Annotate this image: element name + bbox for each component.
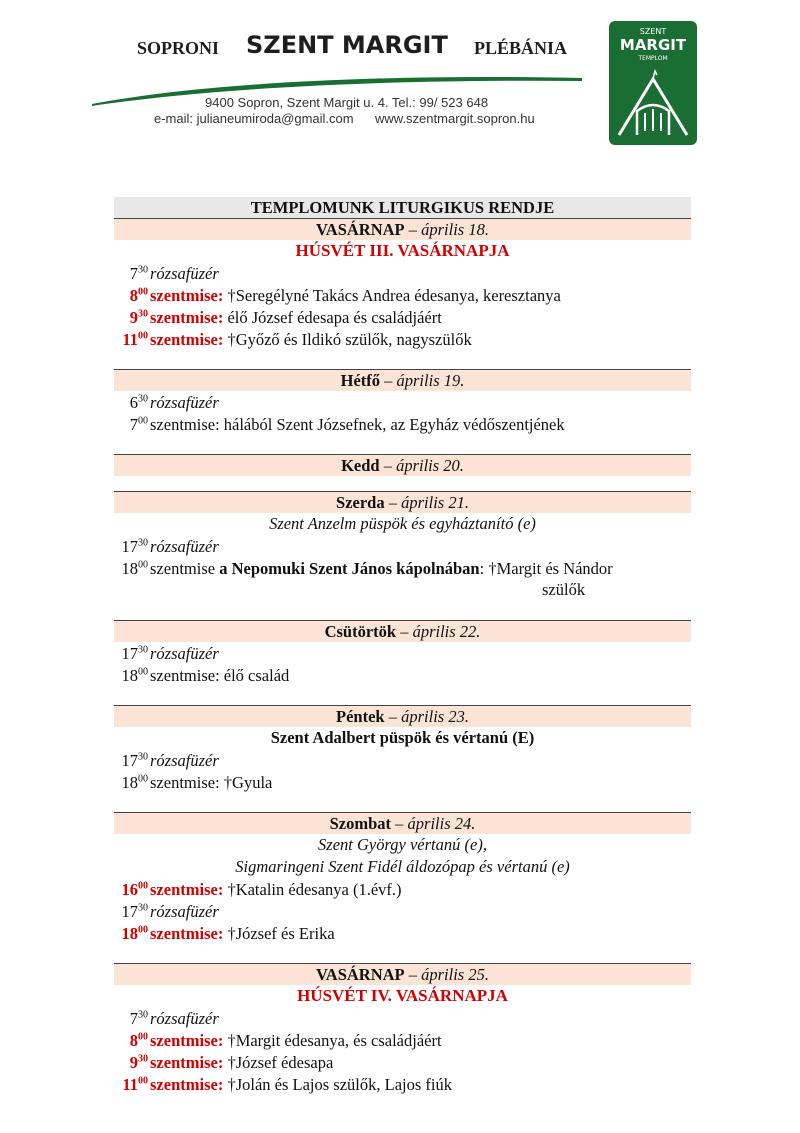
schedule-entry (114, 749, 691, 771)
section-gap (114, 944, 691, 963)
time-minute: 30 (138, 751, 148, 763)
entry-description (148, 642, 219, 664)
time-hour: 9 (129, 1053, 138, 1072)
entry-text: †Jolán és Lajos szülők, Lajos fiúk (227, 1075, 452, 1094)
entry-time (114, 535, 148, 557)
entry-time (114, 284, 148, 306)
entry-description (148, 557, 613, 579)
schedule-entry (114, 262, 691, 284)
entry-description (148, 262, 219, 284)
day-name: Kedd (341, 456, 380, 475)
entry-description (148, 922, 335, 944)
entry-text: szentmise: hálából Szent Józsefnek, az Egyház védőszentjének (150, 415, 565, 434)
entry-label: szentmise: (150, 1075, 224, 1094)
schedule-entry (114, 328, 691, 350)
entry-label: rózsafüzér (150, 264, 219, 283)
time-minute: 30 (138, 902, 148, 914)
entry-text: †József és Erika (227, 924, 335, 943)
entry-text: szentmise (150, 559, 220, 578)
liturgical-schedule (114, 197, 691, 1095)
dash: – (379, 456, 397, 475)
time-hour: 8 (129, 1031, 138, 1050)
schedule-entry (114, 391, 691, 413)
section-gap (114, 601, 691, 620)
entry-description (148, 1029, 442, 1051)
dash: – (396, 622, 413, 641)
entry-text: szentmise: †Gyula (150, 773, 273, 792)
entry-text: élő József édesapa és családjáért (227, 308, 442, 327)
schedule-entry (114, 535, 691, 557)
day-date: április 23. (401, 707, 469, 726)
time-minute: 30 (138, 644, 148, 656)
time-minute: 00 (138, 1075, 148, 1087)
schedule-entry (114, 1029, 691, 1051)
day-date: április 25. (421, 965, 489, 984)
entry-description (148, 328, 472, 350)
time-hour: 7 (129, 415, 138, 434)
time-hour: 11 (122, 330, 138, 349)
entry-label: szentmise: (150, 308, 224, 327)
time-minute: 00 (138, 330, 148, 342)
schedule-entry (114, 413, 691, 435)
entry-description (148, 900, 219, 922)
entry-time (114, 642, 148, 664)
day-header (114, 369, 691, 391)
day-name: Péntek (336, 707, 385, 726)
entry-description (148, 771, 272, 793)
day-name: VASÁRNAP (316, 965, 405, 984)
entry-description (148, 1051, 333, 1073)
time-hour: 18 (121, 559, 138, 578)
time-hour: 18 (121, 666, 138, 685)
dash: – (404, 220, 422, 239)
schedule-entry (114, 771, 691, 793)
day-name: Csütörtök (324, 622, 397, 641)
day-header (114, 705, 691, 727)
entry-label: szentmise: (150, 286, 224, 305)
time-hour: 7 (129, 264, 138, 283)
time-minute: 00 (138, 1031, 148, 1043)
entry-label: rózsafüzér (150, 393, 219, 412)
day-name: Hétfő (340, 371, 381, 390)
church-icon (615, 65, 691, 139)
time-minute: 00 (138, 415, 148, 427)
day-header (114, 454, 691, 476)
entry-text: szentmise: élő család (150, 666, 290, 685)
time-minute: 00 (138, 773, 148, 785)
time-minute: 00 (138, 286, 148, 298)
time-minute: 00 (138, 559, 148, 571)
entry-label: szentmise: (150, 880, 224, 899)
time-minute: 30 (138, 537, 148, 549)
schedule-entry (114, 878, 691, 900)
time-hour: 7 (129, 1009, 138, 1028)
saint-day: Szent György vértanú (e), (318, 835, 487, 854)
time-hour: 11 (122, 1075, 138, 1094)
entry-description (148, 284, 561, 306)
entry-time (114, 749, 148, 771)
header-word-soproni: SOPRONI (137, 38, 220, 58)
section-gap (114, 435, 691, 454)
entry-text: †Seregélyné Takács Andrea édesanya, keresztanya (227, 286, 561, 305)
entry-time (114, 1007, 148, 1029)
entry-label: szentmise: (150, 924, 224, 943)
entry-description (148, 413, 565, 435)
saint-name: Szent Adalbert püspök és vértanú (270, 728, 509, 747)
day-header (114, 812, 691, 834)
time-minute: 00 (138, 666, 148, 678)
parish-logo (609, 21, 697, 145)
day-date: április 22. (412, 622, 481, 641)
dash: – (384, 493, 402, 512)
entry-label: szentmise: (150, 1053, 224, 1072)
time-hour: 16 (121, 880, 138, 899)
day-name: Szombat (329, 814, 392, 833)
time-hour: 17 (121, 644, 138, 663)
entry-time (114, 1051, 148, 1073)
header-word-szent-margit: SZENT MARGIT (246, 31, 448, 59)
time-minute: 00 (138, 924, 148, 936)
day-name: VASÁRNAP (316, 220, 405, 239)
entry-label: rózsafüzér (150, 644, 219, 663)
day-header (114, 620, 691, 642)
entry-time (114, 771, 148, 793)
time-minute: 30 (138, 1053, 148, 1065)
entry-location: a Nepomuki Szent János kápolnában (219, 559, 480, 578)
entry-description (148, 749, 219, 771)
entry-description (148, 391, 219, 413)
day-header (114, 219, 691, 240)
logo-text-main: MARGIT (619, 36, 687, 54)
day-name: Szerda (336, 493, 385, 512)
schedule-entry (114, 900, 691, 922)
time-minute: 30 (138, 1009, 148, 1021)
saint-rank: E (517, 728, 529, 747)
time-minute: 30 (138, 308, 148, 320)
day-date: április 19. (396, 371, 465, 390)
feast-title: HÚSVÉT III. VASÁRNAPJA (295, 241, 510, 260)
entry-text: †Győző és Ildikó szülők, nagyszülők (227, 330, 472, 349)
schedule-entry (114, 642, 691, 664)
entry-description (148, 535, 219, 557)
entry-description (148, 306, 442, 328)
entry-label: rózsafüzér (150, 1009, 219, 1028)
time-hour: 6 (129, 393, 138, 412)
dash: – (380, 371, 397, 390)
time-hour: 17 (121, 751, 138, 770)
saint-day: Sigmaringeni Szent Fidél áldozópap és vértanú (e) (235, 857, 570, 876)
section-gap (114, 350, 691, 369)
entry-text: †Katalin édesanya (1.évf.) (227, 880, 402, 899)
day-date: április 20. (396, 456, 464, 475)
time-hour: 17 (121, 902, 138, 921)
entry-label: szentmise: (150, 330, 224, 349)
schedule-entry (114, 557, 691, 579)
day-header (114, 963, 691, 985)
entry-time (114, 900, 148, 922)
entry-label: rózsafüzér (150, 537, 219, 556)
logo-text-top: SZENT (639, 27, 667, 36)
entry-time (114, 262, 148, 284)
header-word-plebania: PLÉBÁNIA (474, 38, 568, 58)
entry-text: : †Margit és Nándor (479, 559, 613, 578)
day-header (114, 491, 691, 513)
time-hour: 17 (121, 537, 138, 556)
time-hour: 18 (121, 924, 138, 943)
entry-time (114, 922, 148, 944)
schedule-entry (114, 664, 691, 686)
entry-description (148, 878, 402, 900)
entry-text: †József édesapa (227, 1053, 334, 1072)
saint-day: Szent Adalbert püspök és vértanú (E) (270, 728, 535, 747)
entry-time (114, 306, 148, 328)
entry-label: rózsafüzér (150, 902, 219, 921)
section-gap (114, 686, 691, 705)
time-hour: 18 (121, 773, 138, 792)
entry-time (114, 878, 148, 900)
header-address: 9400 Sopron, Szent Margit u. 4. Tel.: 99/ 523 648 (205, 95, 489, 110)
schedule-entry (114, 284, 691, 306)
entry-time (114, 664, 148, 686)
page-title: TEMPLOMUNK LITURGIKUS RENDJE (114, 197, 691, 219)
day-date: április 24. (407, 814, 476, 833)
section-gap (114, 476, 691, 491)
entry-time (114, 557, 148, 579)
time-hour: 8 (129, 286, 138, 305)
saint-day: Szent Anzelm püspök és egyháztanító (e) (269, 514, 536, 533)
time-minute: 00 (138, 880, 148, 892)
time-minute: 30 (138, 393, 148, 405)
schedule-entry (114, 1073, 691, 1095)
schedule-entry (114, 306, 691, 328)
entry-description (148, 1007, 219, 1029)
entry-time (114, 1073, 148, 1095)
entry-time (114, 413, 148, 435)
dash: – (391, 814, 408, 833)
header-website[interactable]: www.szentmargit.sopron.hu (375, 111, 535, 126)
entry-label: szentmise: (150, 1031, 224, 1050)
time-minute: 30 (138, 264, 148, 276)
section-gap (114, 793, 691, 812)
entry-time (114, 328, 148, 350)
schedule-entry (114, 1007, 691, 1029)
schedule-entry (114, 1051, 691, 1073)
time-hour: 9 (129, 308, 138, 327)
entry-time (114, 1029, 148, 1051)
schedule-entry (114, 922, 691, 944)
feast-title: HÚSVÉT IV. VASÁRNAPJA (297, 986, 508, 1005)
entry-continuation: szülők (542, 580, 586, 599)
entry-description (148, 1073, 452, 1095)
entry-text: †Margit édesanya, és családjáért (227, 1031, 442, 1050)
entry-label: rózsafüzér (150, 751, 219, 770)
day-date: április 18. (421, 220, 489, 239)
dash: – (404, 965, 422, 984)
entry-description (148, 664, 289, 686)
dash: – (384, 707, 402, 726)
logo-text-bottom: TEMPLOM (638, 55, 668, 62)
header-email[interactable]: e-mail: julianeumiroda@gmail.com (154, 111, 354, 126)
entry-time (114, 391, 148, 413)
day-date: április 21. (401, 493, 469, 512)
